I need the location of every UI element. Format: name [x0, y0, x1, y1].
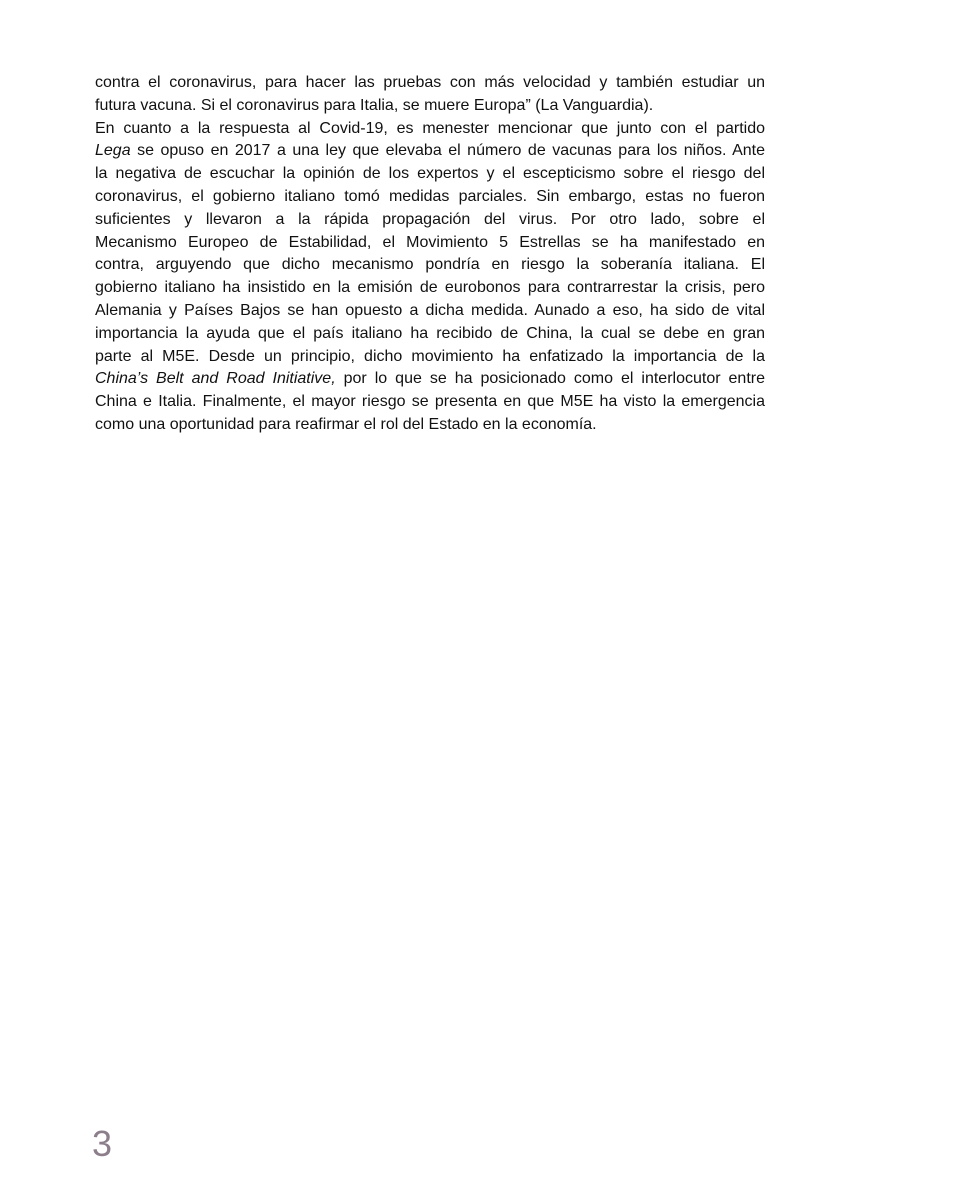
text-line: futura vacuna. Si el coronavirus para Italia, se muere Europa” (La Vanguardia). — [95, 96, 654, 114]
text-line: coronavirus, el gobierno italiano tomó medidas parciales. Sin embargo, estas no fueron — [95, 187, 765, 205]
text-line: En cuanto a la respuesta al Covid-19, es menester mencionar que junto con el partido — [95, 119, 765, 137]
text-line: gobierno italiano ha insistido en la emisión de eurobonos para contrarrestar la crisis, pero — [95, 279, 765, 297]
text-line: contra el coronavirus, para hacer las pruebas con más velocidad y también estudiar un — [95, 74, 765, 91]
text-line: la negativa de escuchar la opinión de los expertos y el escepticismo sobre el riesgo del — [95, 165, 765, 183]
text-line: suficientes y llevaron a la rápida propagación del virus. Por otro lado, sobre el — [95, 210, 765, 228]
italic-term-lega: Lega — [95, 142, 131, 160]
text-line — [95, 368, 765, 391]
body-text — [95, 72, 765, 437]
italic-term-belt-and-road: China’s Belt and Road Initiative, — [95, 370, 336, 388]
text-line: Alemania y Países Bajos se han opuesto a dicha medida. Aunado a eso, ha sido de vital — [95, 301, 765, 319]
text-line: importancia la ayuda que el país italiano ha recibido de China, la cual se debe en gran — [95, 324, 765, 342]
text-line: China e Italia. Finalmente, el mayor riesgo se presenta en que M5E ha visto la emergencia — [95, 393, 765, 411]
page-number: 3 — [92, 1123, 113, 1164]
text-line: contra, arguyendo que dicho mecanismo pondría en riesgo la soberanía italiana. El — [95, 256, 765, 274]
text-line — [95, 140, 765, 163]
text-line: parte al M5E. Desde un principio, dicho movimiento ha enfatizado la importancia de la — [95, 347, 765, 365]
text-line-rest: por lo que se ha posicionado como el interlocutor entre — [335, 370, 766, 388]
text-line-rest: se opuso en 2017 a una ley que elevaba el número de vacunas para los niños. Ante — [130, 142, 765, 160]
text-line: como una oportunidad para reafirmar el rol del Estado en la economía. — [95, 415, 597, 433]
text-line: Mecanismo Europeo de Estabilidad, el Movimiento 5 Estrellas se ha manifestado en — [95, 233, 765, 251]
